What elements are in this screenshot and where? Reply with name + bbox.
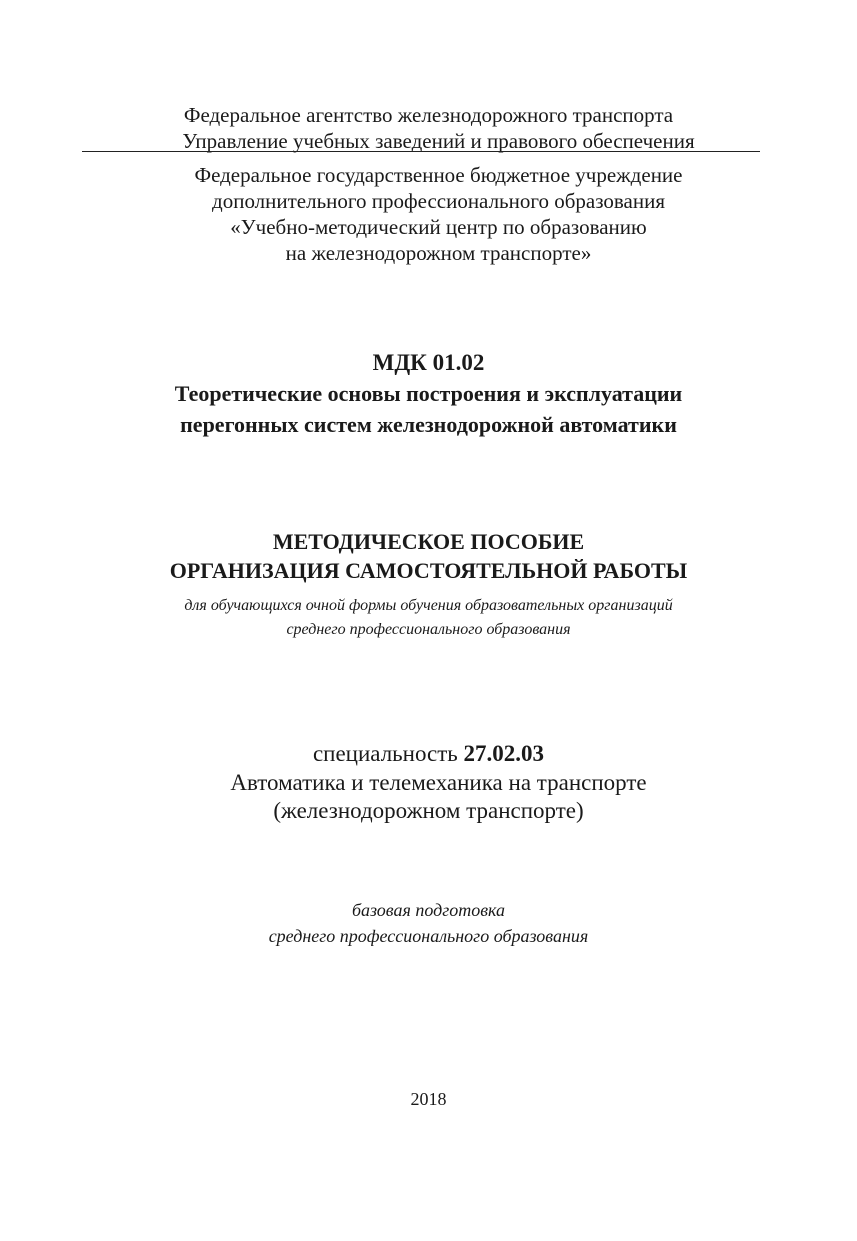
department-name: Управление учебных заведений и правового обеспечения (182, 129, 695, 153)
audience-line-2: среднего профессионального образования (286, 621, 571, 638)
specialty-line (0, 741, 857, 767)
audience-line-1: для обучающихся очной формы обучения образовательных организаций (184, 597, 673, 614)
specialty-name-line-1: Автоматика и телемеханика на транспорте (230, 770, 647, 795)
header-divider (82, 151, 760, 152)
training-level-line-1: базовая подготовка (351, 900, 506, 920)
specialty-name-line-2: (железнодорожном транспорте) (273, 798, 584, 823)
specialty-label: специальность (312, 741, 464, 766)
agency-name: Федеральное агентство железнодорожного транспорта (183, 103, 674, 127)
institution-line-2: дополнительного профессионального образования (212, 189, 665, 213)
institution-line-3: «Учебно-методический центр по образованию (230, 215, 647, 239)
doc-type-line-1: МЕТОДИЧЕСКОЕ ПОСОБИЕ (272, 529, 585, 554)
institution-line-1: Федеральное государственное бюджетное учреждение (194, 163, 683, 187)
publication-year: 2018 (410, 1089, 447, 1109)
specialty-code: 27.02.03 (463, 741, 545, 766)
training-level-line-2: среднего профессионального образования (268, 926, 589, 946)
institution-line-4: на железнодорожном транспорте» (285, 241, 592, 265)
doc-type-line-2: ОРГАНИЗАЦИЯ САМОСТОЯТЕЛЬНОЙ РАБОТЫ (169, 558, 688, 583)
course-code: МДК 01.02 (372, 350, 485, 375)
course-title-line-1: Теоретические основы построения и эксплуатации (174, 381, 683, 406)
course-title-line-2: перегонных систем железнодорожной автоматики (180, 412, 677, 437)
